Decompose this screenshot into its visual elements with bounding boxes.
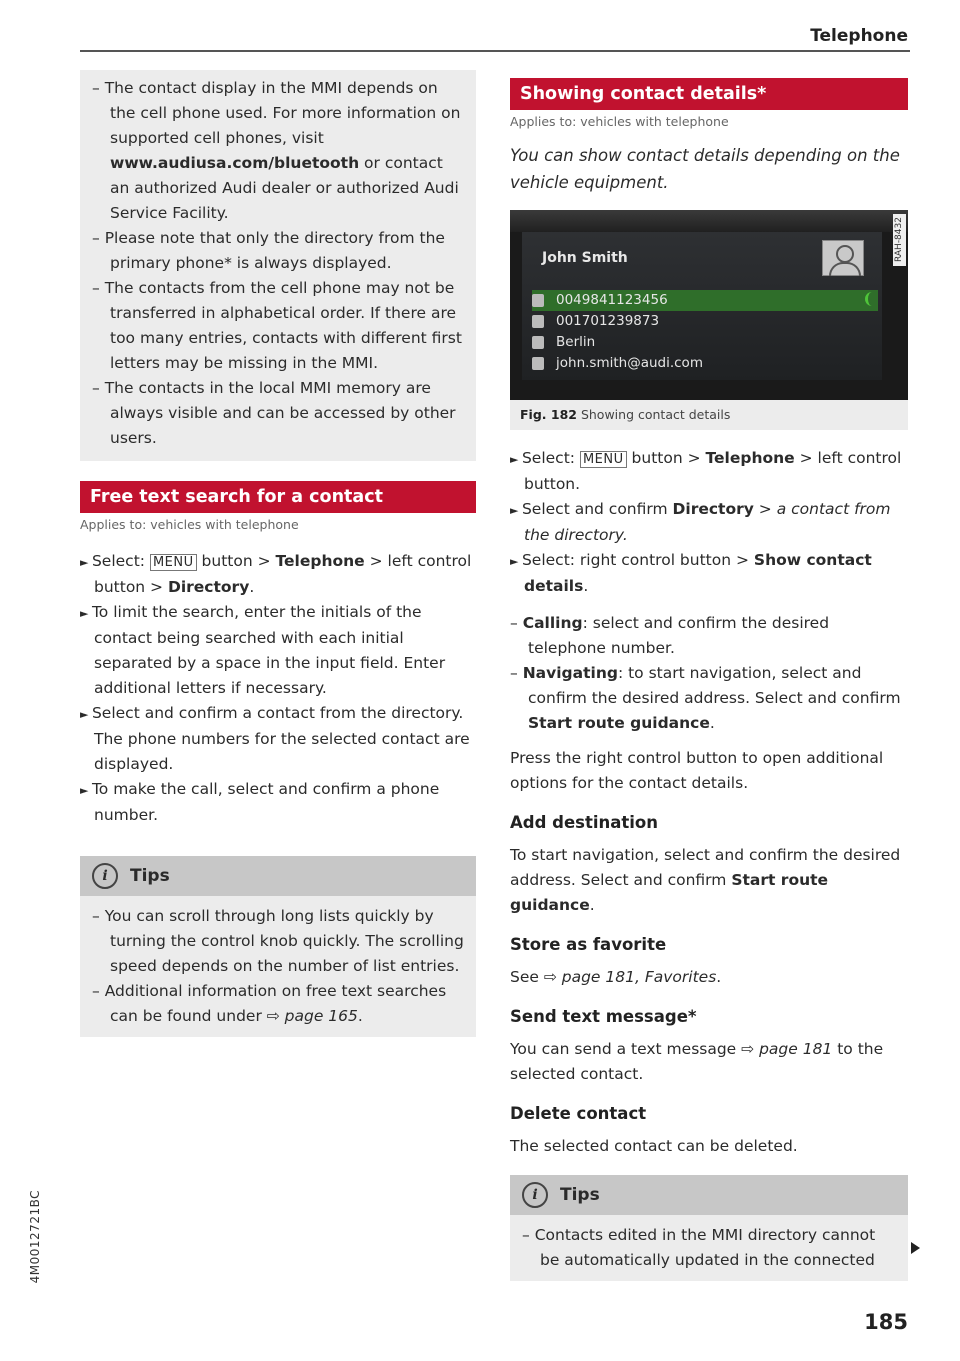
menu-key: MENU [580, 451, 627, 468]
step-item [80, 549, 476, 600]
step-item [510, 497, 908, 548]
continue-arrow-icon [911, 1242, 920, 1254]
step-bold: Directory [167, 578, 250, 596]
add-destination-text [510, 843, 908, 918]
step-text: Select: [91, 552, 150, 570]
calling-text: : select and confirm the desired telephone number. [528, 614, 830, 657]
document-code: 4M0012721BC [28, 1190, 42, 1284]
section-title-contact-details: Showing contact details* [510, 78, 908, 110]
heading-send-text-message: Send text message* [510, 1007, 697, 1026]
tips-header [80, 856, 476, 896]
mmi-screen-figure [510, 210, 908, 400]
menu-key: MENU [150, 554, 197, 571]
right-column [510, 70, 908, 1281]
step-item [510, 548, 908, 599]
add-text: To start navigation, select and confirm the desired address. Select and confirm [510, 846, 901, 889]
row-text: Berlin [556, 334, 596, 350]
navigating-end: . [709, 714, 715, 732]
step-item: ► Select and confirm a contact from the directory. The phone numbers for the selected contact are displayed. [80, 701, 476, 777]
navigating-label: Navigating [522, 664, 618, 682]
contact-row-phone [532, 290, 878, 311]
fav-end: . [716, 968, 722, 986]
heading-delete-contact: Delete contact [510, 1104, 647, 1123]
row-text: john.smith@audi.com [556, 355, 703, 371]
navigating-item [510, 661, 908, 736]
sms-end: to the selected contact. [510, 1040, 884, 1083]
screen-top-bar [510, 210, 908, 232]
note-box [80, 70, 476, 461]
step-text: > [753, 500, 777, 518]
info-icon: i [522, 1182, 548, 1208]
step-italic: a contact from the directory. [524, 500, 891, 544]
contact-name: John Smith [542, 250, 628, 266]
favorite-text [510, 965, 908, 990]
step-text: button > [626, 449, 706, 467]
call-arc-icon [865, 292, 876, 306]
page-reference-link[interactable]: ⇨ page 181 [741, 1040, 833, 1058]
step-bold: Show contact details [524, 551, 872, 595]
tips-header [510, 1175, 908, 1215]
section-name: Telephone [810, 26, 908, 46]
calling-label: Calling [522, 614, 583, 632]
tips-title: Tips [560, 1184, 600, 1205]
left-column [80, 70, 476, 1037]
tip-text: Additional information on free text searches can be found under [104, 982, 447, 1025]
section-title-free-text-search: Free text search for a contact [80, 481, 476, 513]
step-item: ► To make the call, select and confirm a phone number. [80, 777, 476, 828]
tips-title: Tips [130, 865, 170, 886]
figure-caption [510, 400, 908, 430]
navigating-text: : to start navigation, select and confirm the desired address. Select and confirm [528, 664, 901, 707]
step-bold: Telephone [705, 449, 795, 467]
add-end: . [589, 896, 595, 914]
note-text: or contact an authorized Audi dealer or authorized Audi Service Facility. [110, 154, 459, 222]
step-text: . [249, 578, 255, 596]
row-text: 0049841123456 [556, 292, 668, 308]
step-text: Select: right control button > [521, 551, 754, 569]
note-item: – Please note that only the directory from the primary phone* is always displayed. [92, 226, 464, 276]
note-item: – The contacts from the cell phone may not be transferred in alphabetical order. If there are too many entries, contacts with different first letters may be missing in the MMI. [92, 276, 464, 376]
applies-to: Applies to: vehicles with telephone [510, 114, 729, 129]
step-item: ► To limit the search, enter the initials of the contact being searched with each initial separated by a space in the input field. Enter additional letters if necessary. [80, 600, 476, 701]
address-icon [532, 336, 544, 349]
tip-text: . [357, 1007, 363, 1025]
tips-body [80, 896, 476, 1037]
tip-item: – You can scroll through long lists quickly by turning the control knob quickly. The scrolling speed depends on the number of list entries. [92, 904, 464, 979]
step-item [510, 446, 908, 497]
note-text: The contact display in the MMI depends on the cell phone used. For more information on supported cell phones, visit [104, 79, 461, 147]
contact-row-address [532, 332, 595, 353]
calling-item [510, 611, 908, 661]
navigating-bold: Start route guidance [528, 714, 710, 732]
mobile-icon [532, 315, 544, 328]
applies-to: Applies to: vehicles with telephone [80, 517, 299, 532]
figure-caption-text: Showing contact details [576, 407, 731, 422]
delete-text: The selected contact can be deleted. [510, 1137, 798, 1155]
step-text: Select: [521, 449, 580, 467]
contact-row-email [532, 353, 703, 374]
press-text: Press the right control button to open additional options for the contact details. [510, 749, 884, 792]
sms-pre: You can send a text message [510, 1040, 742, 1058]
step-text: . [583, 577, 589, 595]
contact-row-mobile [532, 311, 659, 332]
header-rule [80, 50, 910, 52]
tips-body [510, 1215, 908, 1281]
heading-add-destination: Add destination [510, 813, 659, 832]
tip-item [92, 979, 464, 1029]
note-item: – The contacts in the local MMI memory are always visible and can be accessed by other users. [92, 376, 464, 451]
tip-item: – Contacts edited in the MMI directory cannot be automatically updated in the connected [522, 1223, 896, 1273]
figure-code: RAH-8432 [893, 214, 906, 266]
add-bold: Start route guidance [510, 871, 829, 914]
page-reference-link[interactable]: ⇨ page 181, Favorites [543, 968, 717, 986]
info-icon: i [92, 863, 118, 889]
heading-store-favorite: Store as favorite [510, 935, 667, 954]
step-bold: Telephone [275, 552, 365, 570]
contact-avatar-icon [822, 240, 864, 276]
figure-label: Fig. 182 [520, 407, 577, 422]
step-bold: Directory [672, 500, 754, 518]
step-text: Select and confirm [521, 500, 673, 518]
step-text: > left control button > [94, 552, 472, 596]
row-text: 001701239873 [556, 313, 660, 329]
email-icon [532, 357, 544, 370]
intro-text: You can show contact details depending on the vehicle equipment. [510, 146, 900, 192]
audi-bluetooth-link[interactable]: www.audiusa.com/bluetooth [110, 154, 360, 172]
phone-icon [532, 294, 544, 307]
page-number: 185 [864, 1310, 908, 1334]
step-text: > left control button. [524, 449, 902, 493]
fav-pre: See [510, 968, 544, 986]
sms-text [510, 1037, 908, 1087]
step-text: button > [196, 552, 276, 570]
note-item [92, 76, 464, 226]
page-reference-link[interactable]: ⇨ page 165 [266, 1007, 358, 1025]
